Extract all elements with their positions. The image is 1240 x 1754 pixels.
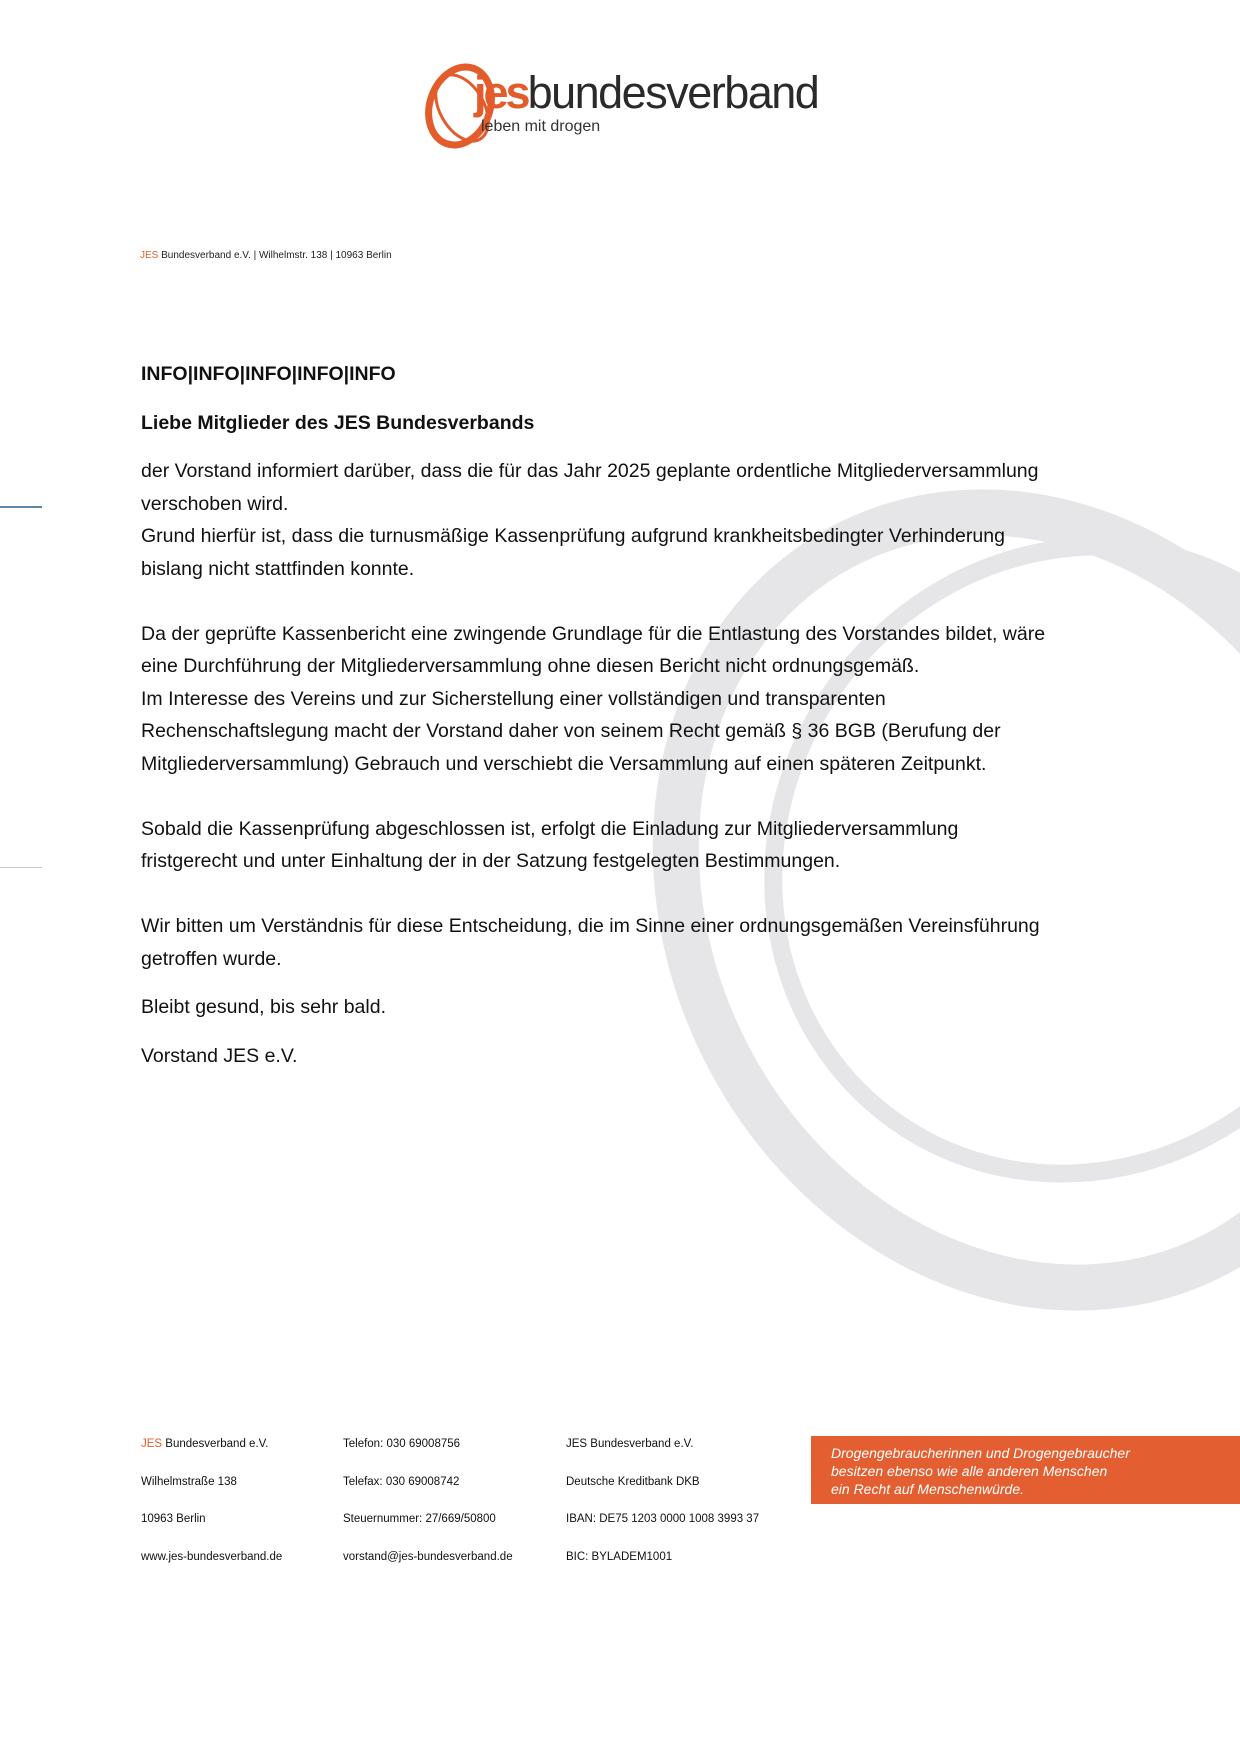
sender-address-text: Bundesverband e.V. | Wilhelmstr. 138 | 10963 Berlin: [158, 250, 392, 261]
text-line: Rechenschaftslegung macht der Vorstand daher von seinem Recht gemäß § 36 BGB (Berufung der: [141, 720, 1001, 742]
logo-wordmark: [474, 67, 819, 118]
footer-org-rest: Bundesverband e.V.: [162, 1438, 269, 1450]
paragraph-3: [141, 813, 1121, 878]
footer-account-holder: JES Bundesverband e.V.: [566, 1438, 694, 1450]
footer-bank: Deutsche Kreditbank DKB: [566, 1475, 700, 1488]
footer-org-accent: JES: [141, 1438, 163, 1450]
footer-tax-number: Steuernummer: 27/669/50800: [343, 1513, 496, 1525]
footer-fax: Telefax: 030 69008742: [343, 1475, 460, 1488]
salutation: Liebe Mitglieder des JES Bundesverbands: [141, 412, 535, 434]
sender-org-accent: JES: [140, 250, 159, 261]
fold-mark-top: [0, 506, 42, 508]
slogan-line: besitzen ebenso wie alle anderen Menschen: [831, 1463, 1108, 1479]
footer-city: 10963 Berlin: [141, 1513, 206, 1525]
paragraph-4: [141, 910, 1121, 975]
footer-email-link[interactable]: vorstand@jes-bundesverband.de: [343, 1550, 513, 1563]
fold-mark-bottom: [0, 867, 42, 868]
slogan-box: [811, 1436, 1240, 1504]
text-line: bislang nicht stattfinden konnte.: [141, 557, 415, 580]
footer-phone: Telefon: 030 69008756: [343, 1438, 461, 1450]
footer-website-link[interactable]: www.jes-bundesverband.de: [141, 1550, 283, 1563]
text-line: verschoben wird.: [141, 492, 289, 515]
footer-iban: IBAN: DE75 1203 0000 1008 3993 37: [566, 1513, 760, 1525]
text-line: Da der geprüfte Kassenbericht eine zwingende Grundlage für die Entlastung des Vorstandes bildet, wäre: [141, 622, 1046, 645]
paragraph-2: [141, 618, 1121, 781]
text-line: fristgerecht und unter Einhaltung der in der Satzung festgelegten Bestimmungen.: [141, 850, 841, 872]
logo-bundesverband: bundesverband: [527, 67, 819, 118]
paragraph-1: [141, 455, 1121, 585]
text-line: Grund hierfür ist, dass die turnusmäßige Kassenprüfung aufgrund krankheitsbedingter Verhinderung: [141, 525, 1005, 547]
slogan-line: ein Recht auf Menschenwürde.: [831, 1481, 1024, 1497]
logo-tagline: leben mit drogen: [481, 118, 601, 135]
text-line: Mitgliederversammlung) Gebrauch und verschiebt die Versammlung auf einen späteren Zeitpunkt.: [141, 752, 987, 775]
sender-address-line: [140, 250, 392, 261]
text-line: Im Interesse des Vereins und zur Sicherstellung einer vollständigen und transparenten: [141, 687, 886, 710]
footer-contact-column: [343, 1437, 513, 1587]
letter-body: [141, 361, 1121, 1072]
footer-address-column: [141, 1437, 282, 1587]
info-heading: INFO|INFO|INFO|INFO|INFO: [141, 363, 396, 385]
signature: Vorstand JES e.V.: [141, 1044, 298, 1067]
text-line: der Vorstand informiert darüber, dass die für das Jahr 2025 geplante ordentliche Mitgliederversammlung: [141, 460, 1039, 482]
logo-jes: jes: [474, 67, 528, 118]
text-line: getroffen wurde.: [141, 947, 282, 970]
slogan-line: Drogengebraucherinnen und Drogengebraucher: [831, 1445, 1130, 1461]
closing: Bleibt gesund, bis sehr bald.: [141, 996, 386, 1018]
text-line: Sobald die Kassenprüfung abgeschlossen ist, erfolgt die Einladung zur Mitgliederversammlung: [141, 817, 959, 840]
footer-street: Wilhelmstraße 138: [141, 1475, 237, 1488]
text-line: Wir bitten um Verständnis für diese Entscheidung, die im Sinne einer ordnungsgemäßen Vereinsführung: [141, 915, 1040, 937]
text-line: eine Durchführung der Mitgliederversammlung ohne diesen Bericht nicht ordnungsgemäß.: [141, 655, 920, 677]
jes-logo: [418, 62, 848, 152]
footer-bank-column: [566, 1437, 759, 1587]
footer-bic: BIC: BYLADEM1001: [566, 1550, 673, 1563]
footer-org-name: [141, 1437, 282, 1475]
